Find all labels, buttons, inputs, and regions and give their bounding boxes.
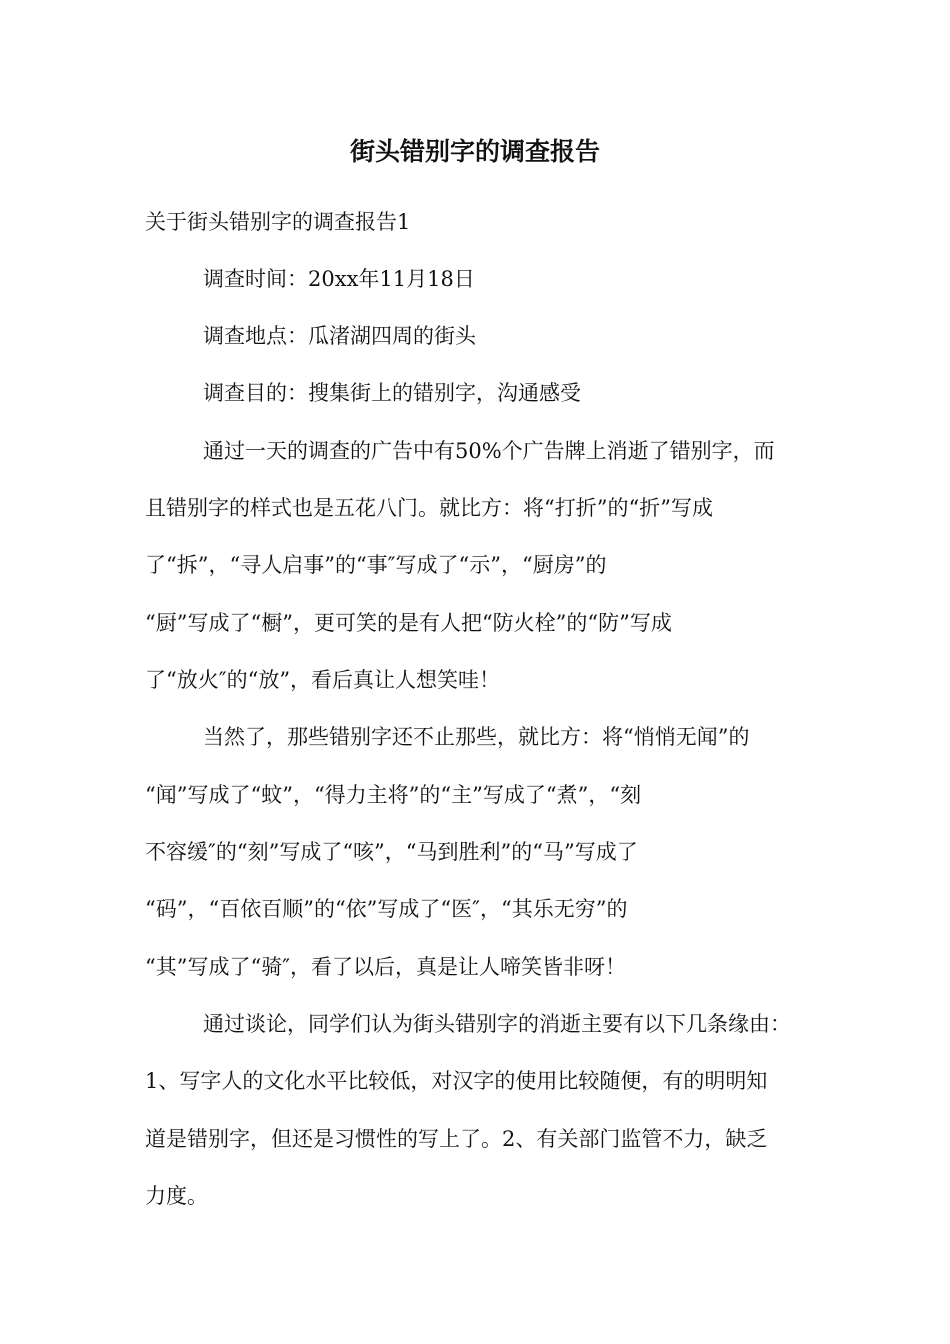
paragraph-line: 道是错别字，但还是习惯性的写上了。2、有关部门监管不力，缺乏 (145, 1127, 768, 1151)
paragraph-line: 力度。 (145, 1184, 208, 1208)
paragraph-line: “闻”写成了“蚊”，“得力主将”的“主”写成了“煮”，“刻 (145, 783, 642, 807)
section-heading: 关于街头错别字的调查报告1 (145, 210, 411, 234)
paragraph-line: 通过谈论，同学们认为街头错别字的消逝主要有以下几条缘由： (203, 1012, 791, 1036)
paragraph-line: 1、写字人的文化水平比较低，对汉字的使用比较随便，有的明明知 (145, 1069, 768, 1093)
survey-purpose: 调查目的：搜集街上的错别字，沟通感受 (203, 381, 581, 405)
paragraph-line: 了“拆”，“寻人启事”的“事″写成了“示”，“厨房”的 (145, 553, 607, 577)
paragraph-line: 当然了，那些错别字还不止那些，就比方：将“悄悄无闻”的 (203, 725, 750, 749)
document-title: 街头错别字的调查报告 (349, 137, 600, 166)
paragraph-line: “其”写成了“骑″，看了以后，真是让人啼笑皆非呀！ (145, 955, 627, 979)
paragraph-line: 不容缓″的“刻”写成了“咳”，“马到胜利”的“马”写成了 (145, 840, 638, 864)
paragraph-line: “码”，“百依百顺”的“依”写成了“医″，“其乐无穷”的 (145, 897, 628, 921)
survey-time: 调查时间：20xx年11月18日 (203, 267, 475, 291)
paragraph-line: 了“放火″的“放”，看后真让人想笑哇！ (145, 668, 501, 692)
survey-location: 调查地点：瓜渚湖四周的街头 (203, 324, 476, 348)
paragraph-line: 且错别字的样式也是五花八门。就比方：将“打折”的“折”写成 (145, 496, 713, 520)
paragraph-line: “厨”写成了“橱”，更可笑的是有人把“防火栓”的“防”写成 (145, 611, 672, 635)
paragraph-line: 通过一天的调查的广告中有50%个广告牌上消逝了错别字，而 (203, 439, 775, 463)
